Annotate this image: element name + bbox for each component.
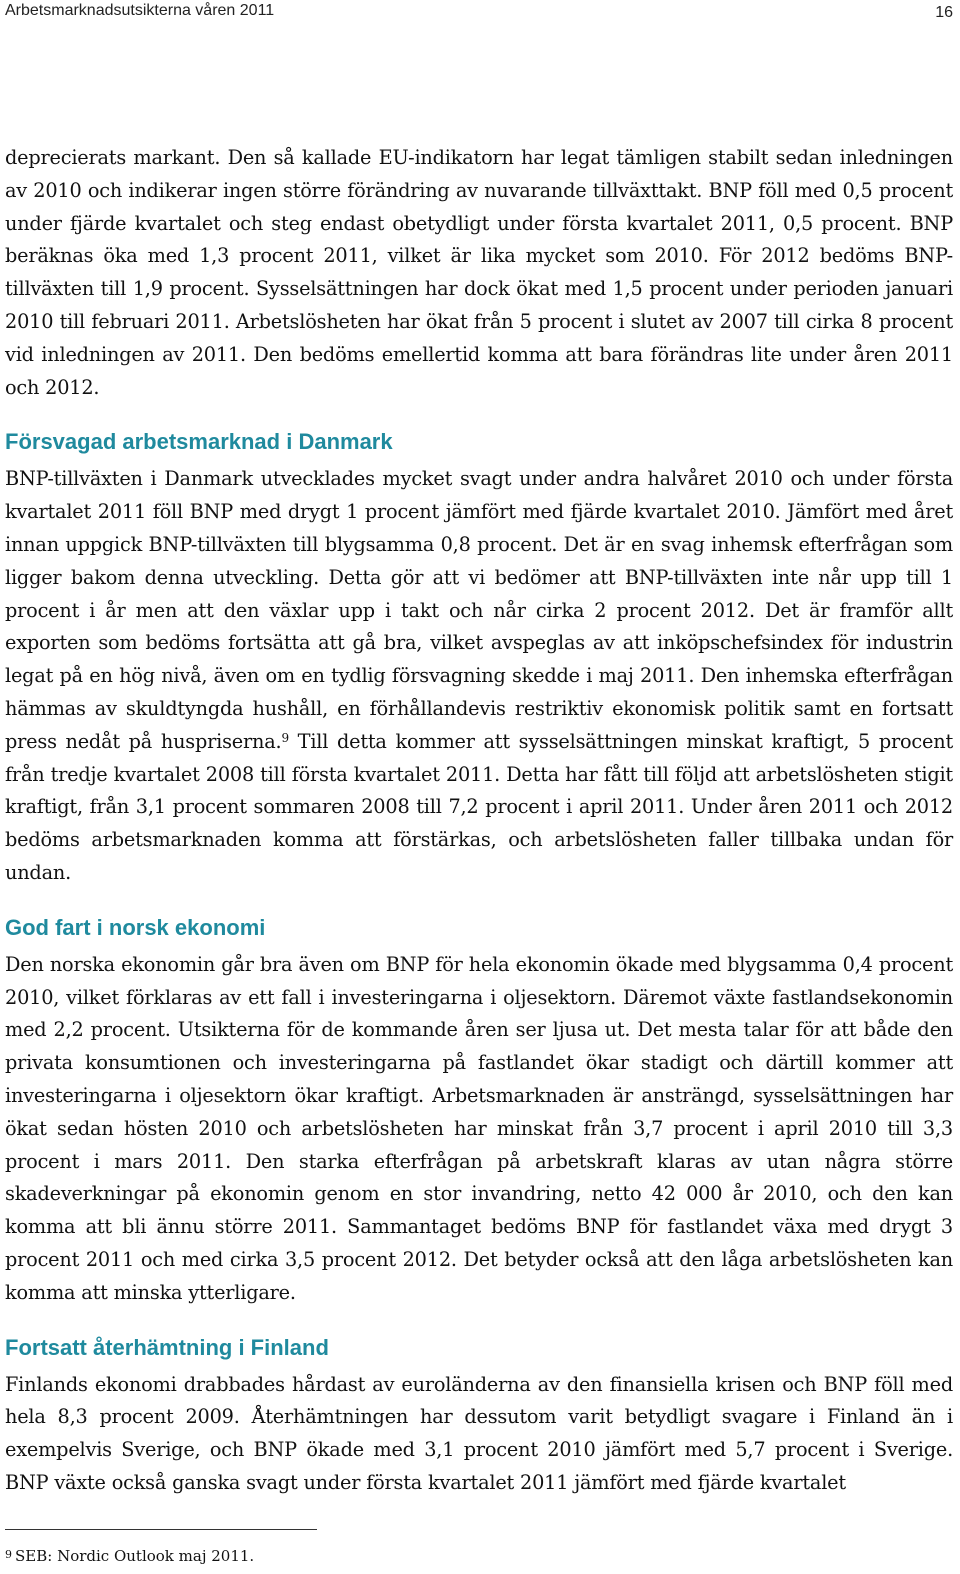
main-content bbox=[5, 142, 953, 1500]
footnote-divider bbox=[5, 1529, 317, 1530]
heading-denmark: Försvagad arbetsmarknad i Danmark bbox=[5, 429, 393, 455]
footnote-reference[interactable]: 9 bbox=[281, 730, 289, 745]
footnote bbox=[5, 1544, 254, 1567]
norway-paragraph: Den norska ekonomin går bra även om BNP för hela ekonomin ökade med blygsamma 0,4 procent 2010, vilket förklaras av ett fall i investeringarna i oljesektorn. Däremot växte fastlandsekonomin med 2,2 procent. Utsikterna för de kommande åren ser ljusa ut. Det mesta talar för att både den privata konsumtionen och investeringarna på fastlandet ökar stadigt och därtill kommer att investeringarna i oljesektorn ökar kraftigt. Arbetsmarknaden är ansträngd, sysselsättningen har ökat sedan hösten 2010 och arbetslösheten har minskat från 3,7 procent i april 2010 till 3,3 procent i mars 2011. Den starka efterfrågan på arbetskraft klaras av utan några större skadeverkningar på ekonomin genom en stor invandring, netto 42 000 år 2010, och den kan komma att bli ännu större 2011. Sammantaget bedöms BNP för fastlandet växa med drygt 3 procent 2011 och med cirka 3,5 procent 2012. Det betyder också att den låga arbetslösheten kan komma att minska ytterligare. bbox=[5, 952, 953, 1304]
document-title: Arbetsmarknadsutsikterna våren 2011 bbox=[5, 2, 275, 19]
page-number: 16 bbox=[935, 4, 953, 21]
denmark-text-part2: Till detta kommer att sysselsättningen minskat kraftigt, 5 procent från tredje kvartalet 2008 till första kvartalet 2011. Detta har fått till följd att arbetslösheten stigit kraftigt, från 3,1 procent sommaren 2008 till 7,2 procent i april 2011. Under åren 2011 och 2012 bedöms arbetsmarknaden komma att förstärkas, och arbetslösheten faller tillbaka undan för undan. bbox=[5, 729, 953, 884]
denmark-text-part1: BNP-tillväxten i Danmark utvecklades mycket svagt under andra halvåret 2010 och under första kvartalet 2011 föll BNP med drygt 1 procent jämfört med fjärde kvartalet 2010. Jämfört med året innan uppgick BNP-tillväxten till blygsamma 0,8 procent. Det är en svag inhemsk efterfrågan som ligger bakom denna utveckling. Detta gör att vi bedömer att BNP-tillväxten inte når upp till 1 procent i år men att den växlar upp i takt och når cirka 2 procent 2012. Det är framför allt exporten som bedöms fortsätta att gå bra, vilket avspeglas av att inköpschefsindex för industrin legat på en hög nivå, även om en tydlig försvagning skedde i maj 2011. Den inhemska efterfrågan hämmas av skuldtyngda hushåll, en förhållandevis restriktiv ekonomisk politik samt en fortsatt press nedåt på huspriserna. bbox=[5, 467, 953, 753]
heading-norway: God fart i norsk ekonomi bbox=[5, 914, 266, 940]
heading-finland: Fortsatt återhämtning i Finland bbox=[5, 1334, 329, 1360]
footnote-number: 9 bbox=[5, 1548, 12, 1561]
finland-paragraph: Finlands ekonomi drabbades hårdast av euroländerna av den finansiella krisen och BNP föll med hela 8,3 procent 2009. Återhämtningen har dessutom varit betydligt svagare i Finland än i exempelvis Sverige, och BNP ökade med 3,1 procent 2010 jämfört med 5,7 procent i Sverige. BNP växte också ganska svagt under första kvartalet 2011 jämfört med fjärde kvartalet bbox=[5, 1372, 953, 1494]
intro-paragraph: deprecierats markant. Den så kallade EU-indikatorn har legat tämligen stabilt sedan inledningen av 2010 och indikerar ingen större förändring av nuvarande tillväxttakt. BNP föll med 0,5 procent under fjärde kvartalet och steg endast obetydligt under första kvartalet 2011, 0,5 procent. BNP beräknas öka med 1,3 procent 2011, vilket är lika mycket som 2010. För 2012 bedöms BNP-tillväxten till 1,9 procent. Sysselsättningen har dock ökat med 1,5 procent under perioden januari 2010 till februari 2011. Arbetslösheten har ökat från 5 procent i slutet av 2007 till cirka 8 procent vid inledningen av 2011. Den bedöms emellertid komma att bara förändras lite under åren 2011 och 2012. bbox=[5, 146, 953, 399]
footnote-text: SEB: Nordic Outlook maj 2011. bbox=[15, 1547, 255, 1565]
denmark-paragraph bbox=[5, 463, 953, 889]
page-header bbox=[5, 0, 955, 30]
